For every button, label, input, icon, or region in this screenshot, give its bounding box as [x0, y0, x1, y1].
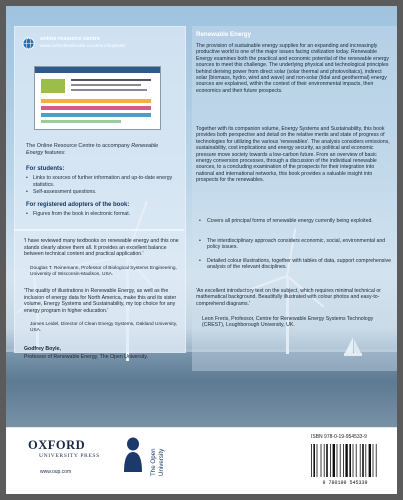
adopters-heading: For registered adopters of the book: — [26, 202, 130, 208]
review-quote: 'An excellent introductory text on the subject, which requires minimal technical or mathematical background. Beautifully illustrated with colour photos and easy-to-comprehend diagrams.' — [196, 288, 381, 307]
list-item: • Links to sources of further information and up-to-date energy statistics. — [26, 175, 173, 188]
open-university-wordmark — [148, 434, 168, 478]
students-heading: For students: — [26, 166, 65, 172]
globe-icon — [22, 37, 35, 50]
book-back-cover — [6, 6, 397, 494]
svg-text:9 780199 545339: 9 780199 545339 — [322, 480, 368, 485]
orc-header — [22, 36, 180, 58]
list-item: • Self-assessment questions. — [26, 189, 97, 195]
orc-title: online resource centre — [40, 36, 100, 42]
editor-role: Professor of Renewable Energy, The Open University. — [24, 354, 148, 360]
isbn: ISBN 978-0-19-954533-9 — [311, 434, 367, 440]
description-paragraph: The provision of sustainable energy supplies for an expanding and increasingly productive world is one of the major issues facing civilization today. Renewable Energy examines both the practical and economic potential of the renewable energy sources to meet this challenge. The underlying physical and technological principles behind deriving power from direct solar (solar thermal and photovoltaics), indirect solar (biomass, hydro, wind and wave) and non-solar (tidal and geothermal) energy sources are explained, within the context of their environmental impacts, their economics and their future prospects. — [196, 43, 389, 94]
oxford-logo: OXFORD — [28, 438, 86, 452]
editor-name: Godfrey Boyle, — [24, 346, 61, 352]
review-quote: 'I have reviewed many textbooks on renewable energy and this one stands clearly above them all. It provides an excellent balance between technical content and practical application.' — [24, 238, 179, 258]
divider — [14, 229, 184, 231]
website-screenshot — [34, 66, 161, 130]
review-quote: 'The quality of illustrations in Renewable Energy, as well as the inclusion of energy data for North America, make this and its sister volume, Energy Systems and Sustainability, my top choice for any energy program in higher education.' — [24, 288, 177, 314]
svg-text:University: University — [158, 448, 165, 476]
publisher-url[interactable]: www.oup.com — [40, 469, 72, 475]
orc-url[interactable]: www.oxfordtextbooks.co.uk/orc/boyle3e/ — [40, 44, 126, 49]
barcode — [308, 443, 382, 485]
description-paragraph: Together with its companion volume, Energy Systems and Sustainability, this book provides both perspective and detail on the relative merits and state of progress of technologies for utilizing the various 'renewables'. The analysis considers emissions, sustainability, cost implications and energy security, as political and economic pressure move society towards a low-carbon future. From an overview of basic energy conversion processes, through a discussion of the individual renewable sources, to a concluding examination of the prospects for their integration into national and international networks, this book provides a valuable insight into prospects for the renewables. — [196, 126, 390, 184]
open-university-logo-icon — [122, 436, 144, 474]
review-attribution: James Leidel, Director of Clean Energy Systems, Oakland University, USA. — [30, 322, 178, 333]
list-item: • Figures from the book in electronic format. — [26, 211, 131, 217]
review-attribution: Douglas T. Reinemann, Professor of Biological Systems Engineering, University of Wisconsin-Madison, USA. — [30, 266, 177, 277]
book-description-panel: Renewable Energy The provision of sustainable energy supplies for an expanding and increasingly productive world is one of the major issues facing civilization today. Renewable Energy examines both the practical and economic potential of the renewable energy sources to meet this challenge. The underlying physical and technological principles behind deriving power from direct solar (solar thermal and photovoltaics), indirect solar (biomass, hydro, wind and wave) and non-solar (tidal and geothermal) energy sources are explained, within the context of their environmental impacts, their economics and their future prospects. Together with its companion volume, Energy Systems and Sustainability, this book provides both perspective and detail on the relative merits and state of progress of technologies for utilizing the various 'renewables'. The analysis considers emissions, sustainability, cost implications and energy security, as political and economic pressure move society towards a low-carbon future. From an overview of basic energy conversion processes, through a discussion of the individual renewable sources, to a concluding examination of the prospects for their integration into national and international networks, this book provides a valuable insight into prospects for the renewables. • Covers all principal forms of renewable energy currently being exploited. • The interdisciplinary approach considers economic, social, environmental and policy issues. • Detailed colour illustrations, together with tables of data, support comprehensive analysis of the relevant disciplines. 'An excellent introductory text on the subject, which requires minimal technical or mathematical background. Beautifully illustrated with colour photos and easy-to-comprehend diagrams.' Leon Freris, Professor, Centre for Renewable Energy Systems Technology (CREST), Loughborough University, UK. — [192, 26, 397, 371]
oup-subtitle: UNIVERSITY PRESS — [39, 453, 100, 459]
online-resource-panel — [14, 26, 184, 363]
section-title: Renewable Energy — [196, 31, 252, 38]
svg-text:The Open: The Open — [150, 448, 157, 476]
review-attribution: Leon Freris, Professor, Centre for Renewable Energy Systems Technology (CREST), Loughborough University, UK. — [202, 316, 374, 329]
orc-intro: The Online Resource Centre to accompany Renewable Energy features: — [26, 143, 159, 156]
